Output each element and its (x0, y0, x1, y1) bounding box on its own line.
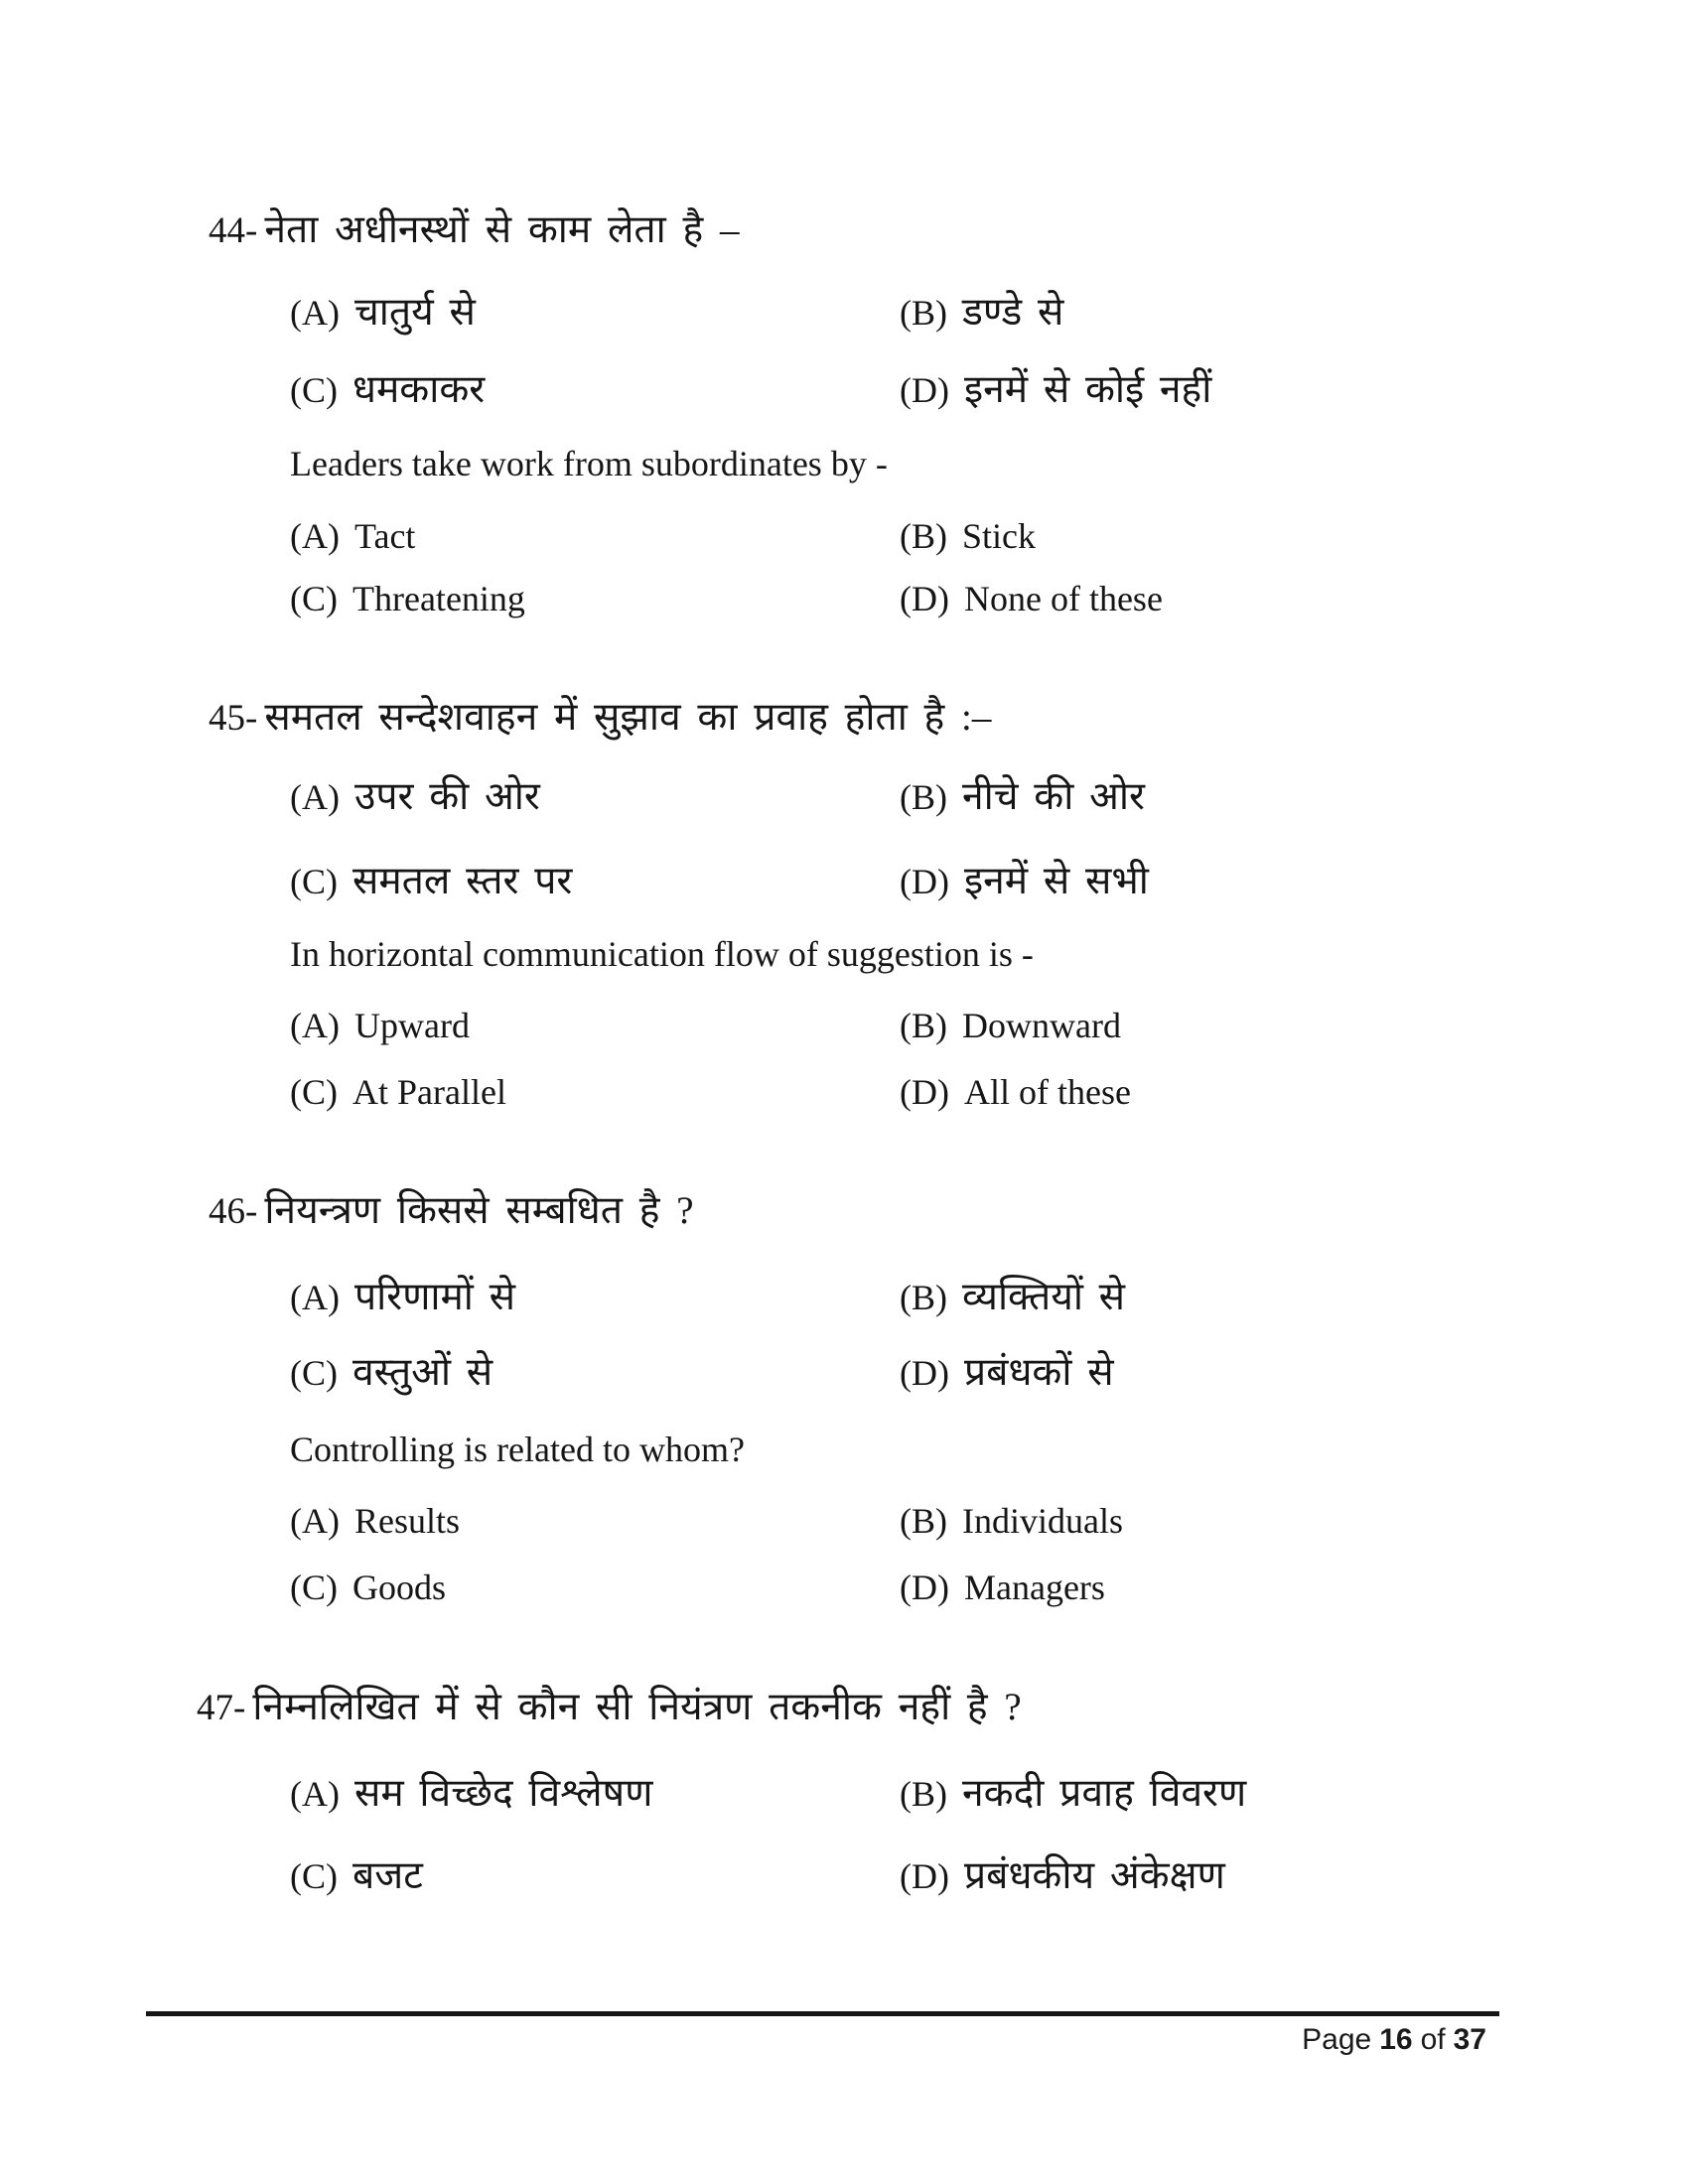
option-d (900, 1847, 1225, 1900)
option-label: (B) (900, 1278, 947, 1317)
option-text: Goods (352, 1568, 447, 1607)
option-c (290, 1847, 423, 1900)
option-text: इनमें से कोई नहीं (963, 368, 1212, 411)
question-number: 47- (197, 1688, 246, 1728)
option-text: Tact (353, 516, 416, 556)
option-text: At Parallel (352, 1072, 506, 1112)
option-text: बजट (352, 1854, 423, 1897)
question-45-hindi-heading (209, 689, 991, 742)
option-text: All of these (963, 1072, 1131, 1112)
option-d (900, 853, 1149, 905)
option-label: (A) (290, 777, 340, 817)
option-text: वस्तुओं से (352, 1351, 493, 1394)
option-label: (A) (290, 516, 340, 556)
of-word: of (1420, 2023, 1446, 2056)
option-label: (D) (900, 370, 949, 410)
option-d (900, 361, 1211, 414)
option-label: (D) (900, 1072, 949, 1112)
option-text: इनमें से सभी (963, 860, 1149, 902)
option-label: (C) (290, 1568, 338, 1607)
option-b (900, 515, 1036, 557)
option-label: (C) (290, 370, 338, 410)
option-text: धमकाकर (352, 368, 486, 411)
option-text: Results (353, 1501, 460, 1541)
option-c (290, 1071, 506, 1113)
option-text: प्रबंधकीय अंकेक्षण (963, 1854, 1225, 1897)
option-text: प्रबंधकों से (963, 1351, 1114, 1394)
option-label: (C) (290, 1353, 338, 1393)
option-d (900, 1344, 1114, 1397)
option-label: (A) (290, 293, 340, 333)
question-number: 45- (209, 698, 258, 739)
question-46-english-heading: Controlling is related to whom? (290, 1430, 745, 1469)
option-text: उपर की ओर (353, 775, 540, 818)
question-44-hindi-heading (209, 202, 739, 254)
option-text: Managers (963, 1568, 1105, 1607)
option-label: (A) (290, 1501, 340, 1541)
option-label: (D) (900, 579, 949, 618)
option-b (900, 284, 1063, 337)
option-a (290, 1005, 470, 1046)
option-text: सम विच्छेद विश्लेषण (353, 1772, 653, 1815)
option-c (290, 1344, 492, 1397)
option-text: Individuals (962, 1501, 1123, 1541)
footer-rule (146, 2011, 1499, 2016)
question-45-english-heading: In horizontal communication flow of suggestion is - (290, 934, 1034, 974)
option-d (900, 1567, 1105, 1608)
option-c (290, 853, 572, 905)
option-label: (D) (900, 1568, 949, 1607)
option-b (900, 768, 1145, 821)
option-text: डण्डे से (962, 291, 1064, 334)
option-label: (D) (900, 1353, 949, 1393)
question-number: 46- (209, 1191, 258, 1232)
option-d (900, 1071, 1131, 1113)
option-label: (A) (290, 1774, 340, 1814)
total-pages-number: 37 (1453, 2023, 1486, 2056)
option-label: (B) (900, 1774, 947, 1814)
option-b (900, 1500, 1123, 1542)
option-text: Stick (962, 516, 1037, 556)
option-text: व्यक्तियों से (962, 1276, 1126, 1318)
question-number: 44- (209, 210, 258, 251)
option-text: नीचे की ओर (962, 775, 1145, 818)
option-label: (B) (900, 293, 947, 333)
option-text: परिणामों से (353, 1276, 516, 1318)
option-text: Upward (353, 1006, 470, 1045)
option-c (290, 1567, 446, 1608)
question-text-hindi: निम्नलिखित में से कौन सी नियंत्रण तकनीक नहीं है ? (252, 1686, 1022, 1728)
option-label: (D) (900, 1856, 949, 1896)
option-text: समतल स्तर पर (352, 860, 573, 902)
question-47-hindi-heading (197, 1679, 1022, 1731)
option-label: (C) (290, 1856, 338, 1896)
option-a (290, 284, 476, 337)
question-text-hindi: नियन्त्रण किससे सम्बधित है ? (264, 1189, 694, 1232)
question-text-hindi: समतल सन्देशवाहन में सुझाव का प्रवाह होता है :– (264, 696, 992, 739)
page-word: Page (1302, 2023, 1372, 2056)
option-label: (C) (290, 862, 338, 901)
option-label: (C) (290, 1072, 338, 1112)
current-page-number: 16 (1379, 2023, 1413, 2056)
option-a (290, 1500, 460, 1542)
question-44-english-heading: Leaders take work from subordinates by - (290, 444, 888, 483)
option-a (290, 515, 415, 557)
option-b (900, 1005, 1121, 1046)
option-text: None of these (963, 579, 1163, 618)
option-label: (A) (290, 1006, 340, 1045)
option-b (900, 1765, 1246, 1818)
question-text-hindi: नेता अधीनस्थों से काम लेता है – (264, 208, 740, 251)
option-text: चातुर्य से (353, 291, 476, 334)
option-d (900, 578, 1163, 619)
option-label: (C) (290, 579, 338, 618)
question-46-hindi-heading (209, 1182, 694, 1235)
page-number-footer (146, 2023, 1486, 2057)
option-b (900, 1269, 1125, 1321)
option-label: (D) (900, 862, 949, 901)
option-text: Threatening (352, 579, 525, 618)
option-a (290, 1765, 652, 1818)
option-a (290, 768, 540, 821)
option-label: (B) (900, 1006, 947, 1045)
option-label: (B) (900, 516, 947, 556)
option-label: (A) (290, 1278, 340, 1317)
option-text: Downward (962, 1006, 1121, 1045)
option-a (290, 1269, 515, 1321)
option-label: (B) (900, 1501, 947, 1541)
option-c (290, 578, 525, 619)
option-text: नकदी प्रवाह विवरण (962, 1772, 1247, 1815)
option-label: (B) (900, 777, 947, 817)
option-c (290, 361, 485, 414)
